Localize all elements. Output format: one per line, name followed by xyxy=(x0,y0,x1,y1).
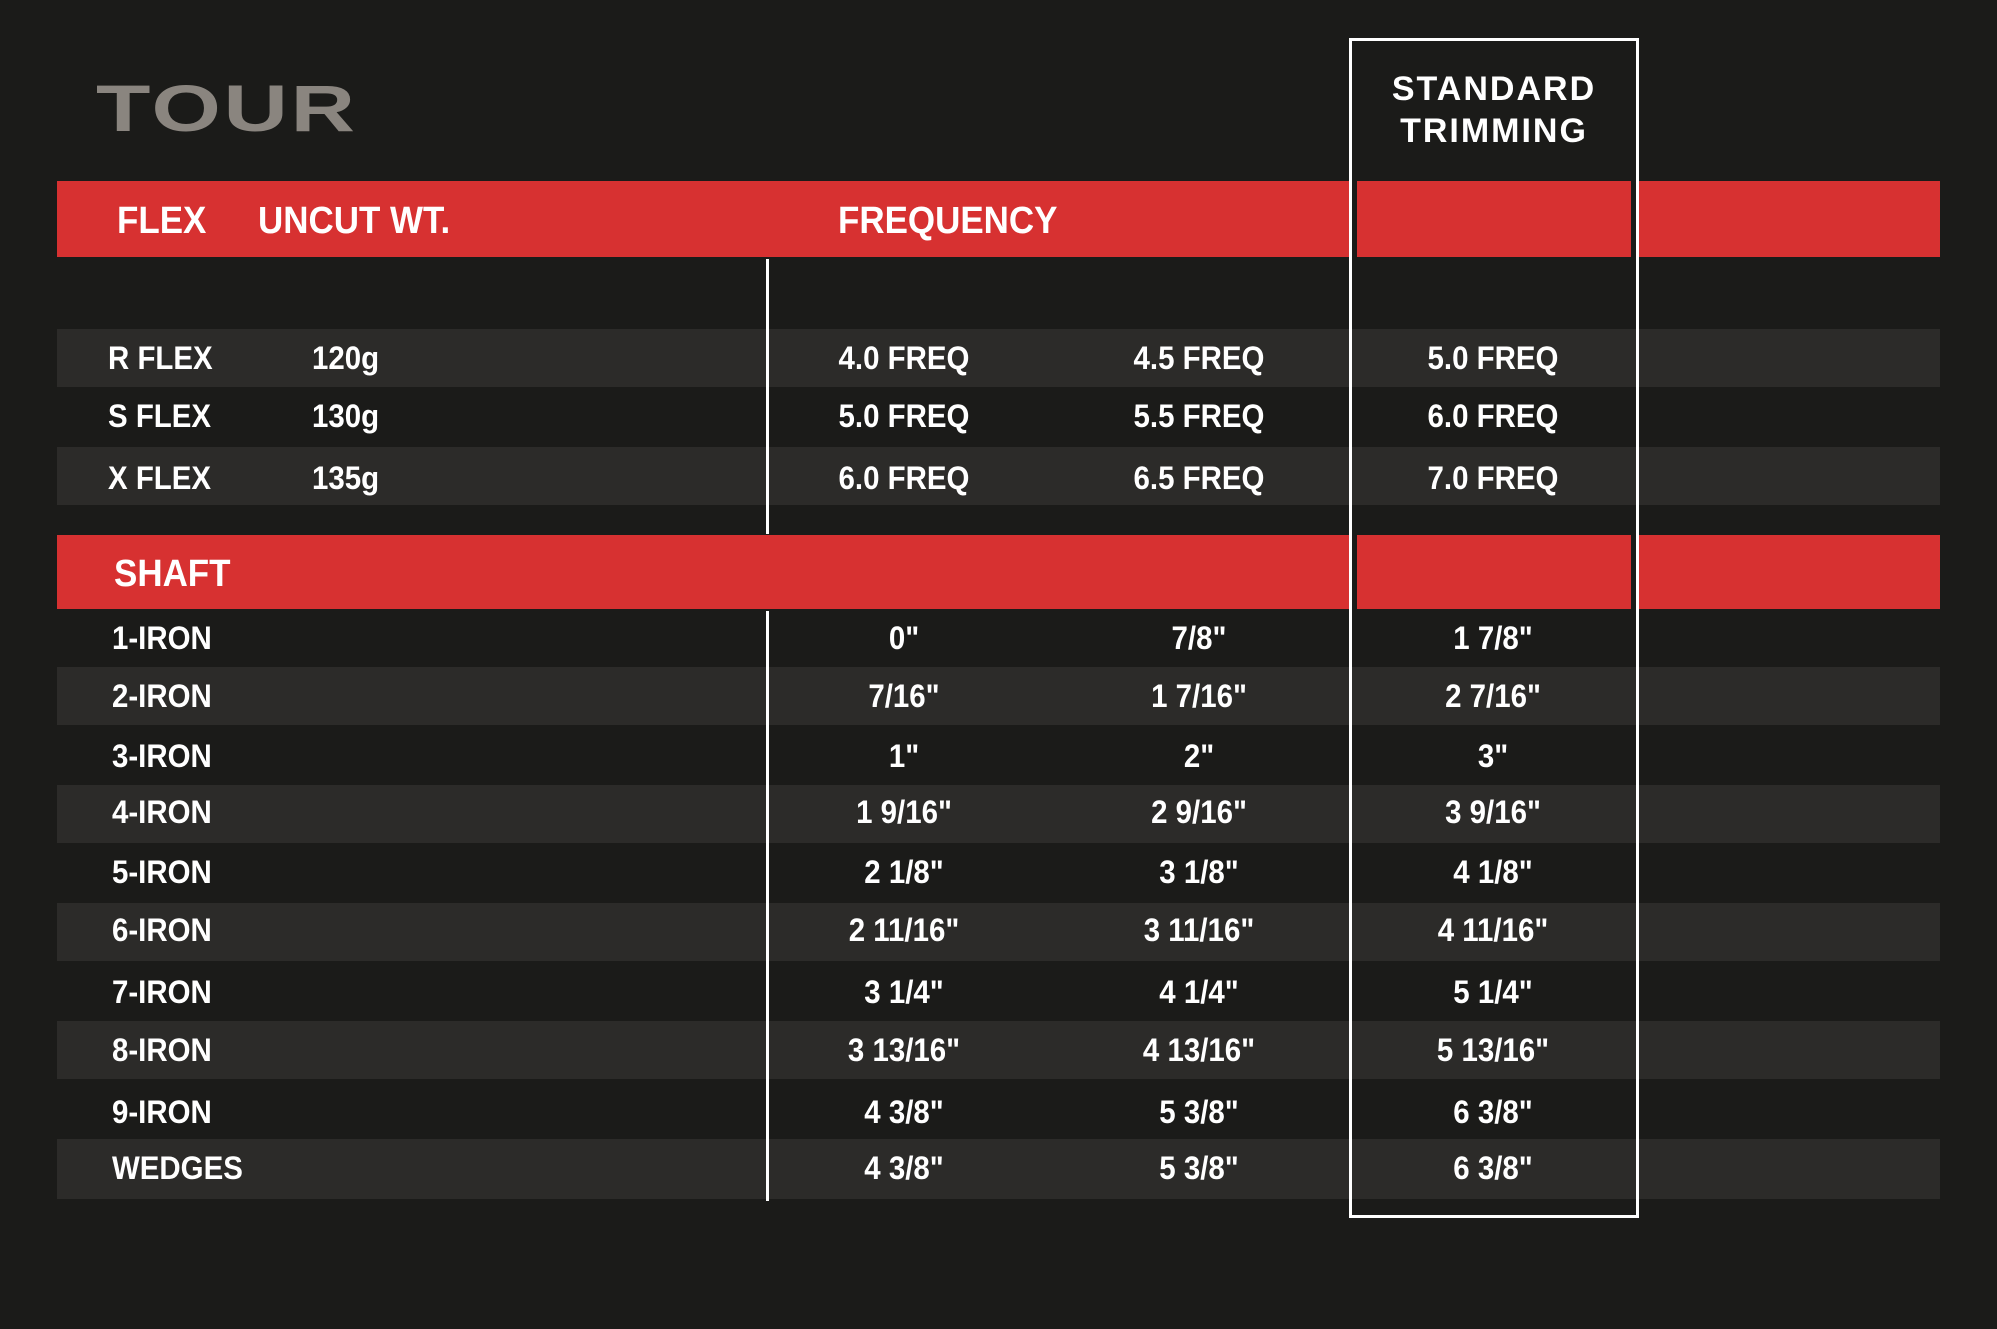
standard-trim-value: 4 11/16" xyxy=(1437,912,1549,948)
club-label: 7-IRON xyxy=(112,974,212,1010)
club-label: 1-IRON xyxy=(112,620,212,656)
column-divider xyxy=(766,259,769,534)
standard-trim-value: 5 13/16" xyxy=(1436,1032,1550,1068)
row-stripe xyxy=(57,1021,1940,1079)
header-uncut-weight: UNCUT WT. xyxy=(258,200,451,242)
trim-value-1: 7/16" xyxy=(868,678,940,714)
trim-value-1: 4 3/8" xyxy=(864,1094,944,1130)
standard-frequency: 5.0 FREQ xyxy=(1427,340,1559,376)
header-shaft: SHAFT xyxy=(114,553,231,595)
club-label: 2-IRON xyxy=(112,678,212,714)
frequency-2: 4.5 FREQ xyxy=(1133,340,1265,376)
uncut-weight: 130g xyxy=(312,398,380,434)
frequency-2: 6.5 FREQ xyxy=(1133,460,1265,496)
frequency-2: 5.5 FREQ xyxy=(1133,398,1265,434)
flex-label: S FLEX xyxy=(108,398,212,434)
trim-value-2: 7/8" xyxy=(1171,620,1227,656)
club-label: 3-IRON xyxy=(112,738,212,774)
trim-value-1: 2 1/8" xyxy=(864,854,944,890)
trim-value-1: 3 13/16" xyxy=(847,1032,961,1068)
standard-trimming-title xyxy=(1352,68,1636,152)
trim-value-2: 3 11/16" xyxy=(1143,912,1255,948)
club-label: 4-IRON xyxy=(112,794,212,830)
trim-value-1: 1 9/16" xyxy=(856,794,952,830)
standard-trim-value: 6 3/8" xyxy=(1453,1094,1533,1130)
frequency-1: 5.0 FREQ xyxy=(838,398,970,434)
shaft-header-band xyxy=(57,535,1940,609)
standard-trim-value: 5 1/4" xyxy=(1453,974,1533,1010)
standard-title-line: TRIMMING xyxy=(1400,112,1588,150)
tour-logo: TOUR xyxy=(96,71,358,145)
column-divider xyxy=(766,611,769,1201)
row-stripe xyxy=(57,667,1940,725)
club-label: 6-IRON xyxy=(112,912,212,948)
flex-label: X FLEX xyxy=(108,460,212,496)
trim-value-2: 2" xyxy=(1183,738,1215,774)
frequency-1: 4.0 FREQ xyxy=(838,340,970,376)
header-frequency: FREQUENCY xyxy=(838,200,1058,242)
row-stripe xyxy=(57,903,1940,961)
club-label: 8-IRON xyxy=(112,1032,212,1068)
club-label: WEDGES xyxy=(112,1150,243,1186)
trim-value-2: 3 1/8" xyxy=(1159,854,1239,890)
trim-value-1: 2 11/16" xyxy=(848,912,960,948)
standard-trim-value: 1 7/8" xyxy=(1453,620,1533,656)
standard-trim-value: 6 3/8" xyxy=(1453,1150,1533,1186)
uncut-weight: 135g xyxy=(312,460,380,496)
standard-trim-value: 3" xyxy=(1477,738,1509,774)
row-stripe xyxy=(57,1139,1940,1199)
uncut-weight: 120g xyxy=(312,340,380,376)
standard-title-line: STANDARD xyxy=(1391,70,1597,108)
box-gap xyxy=(1352,535,1357,609)
club-label: 5-IRON xyxy=(112,854,212,890)
standard-trim-value: 4 1/8" xyxy=(1453,854,1533,890)
box-gap xyxy=(1352,181,1357,257)
header-flex: FLEX xyxy=(117,200,207,242)
club-label: 9-IRON xyxy=(112,1094,212,1130)
trim-value-1: 1" xyxy=(888,738,920,774)
frequency-1: 6.0 FREQ xyxy=(838,460,970,496)
box-gap xyxy=(1631,535,1636,609)
box-gap xyxy=(1631,181,1636,257)
trim-value-2: 2 9/16" xyxy=(1151,794,1247,830)
row-stripe xyxy=(57,785,1940,843)
trim-value-1: 4 3/8" xyxy=(864,1150,944,1186)
standard-frequency: 6.0 FREQ xyxy=(1427,398,1559,434)
standard-trim-value: 2 7/16" xyxy=(1445,678,1541,714)
trim-value-2: 5 3/8" xyxy=(1159,1150,1239,1186)
trim-value-1: 0" xyxy=(888,620,920,656)
trim-value-2: 1 7/16" xyxy=(1151,678,1247,714)
standard-trim-value: 3 9/16" xyxy=(1445,794,1541,830)
trim-value-2: 4 1/4" xyxy=(1159,974,1239,1010)
trim-value-2: 5 3/8" xyxy=(1159,1094,1239,1130)
standard-frequency: 7.0 FREQ xyxy=(1427,460,1559,496)
trim-value-1: 3 1/4" xyxy=(864,974,944,1010)
trim-value-2: 4 13/16" xyxy=(1142,1032,1256,1068)
flex-label: R FLEX xyxy=(108,340,213,376)
